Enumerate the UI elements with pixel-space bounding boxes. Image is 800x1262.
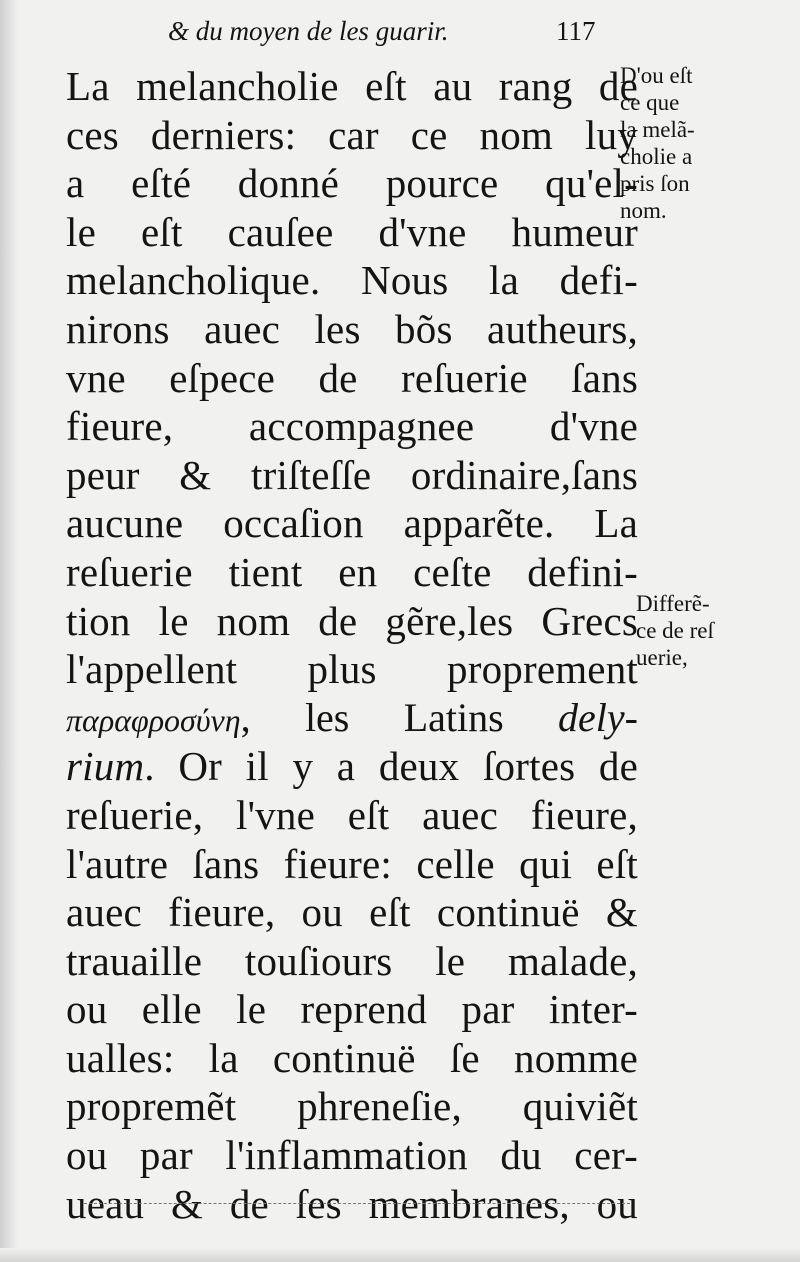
text-line: vne eſpece de reſuerie ſans bbox=[66, 354, 638, 401]
text-line: ueau & de ſes membranes, ou bbox=[66, 1180, 638, 1227]
text-line: reſuerie, l'vne eſt auec fieure, bbox=[66, 791, 638, 838]
page-shadow-bottom bbox=[0, 1248, 800, 1262]
text-line: fieure, accompagnee d'vne bbox=[66, 403, 638, 450]
margin-note-line: nom. bbox=[620, 198, 667, 223]
margin-note-line: la melã- bbox=[620, 117, 695, 142]
text-line: ces derniers: car ce nom luy bbox=[66, 111, 638, 158]
page-header bbox=[0, 12, 800, 52]
latin-word-end: rium bbox=[66, 743, 145, 790]
text-line: aucune occaſion apparẽte. La bbox=[66, 500, 638, 547]
margin-note-line: pris ſon bbox=[620, 171, 690, 196]
latin-word: dely- bbox=[558, 694, 638, 740]
text-line: ou elle le reprend par inter- bbox=[66, 986, 638, 1033]
running-title: & du moyen de les guarir. bbox=[168, 16, 449, 46]
text-line: tion le nom de gẽre,les Grecs bbox=[66, 597, 638, 644]
text-line: reſuerie tient en ceſte defini- bbox=[66, 548, 638, 595]
margin-note-line: ce que bbox=[620, 90, 680, 115]
margin-note-line: cholie a bbox=[620, 144, 693, 169]
text-line-italic bbox=[66, 742, 638, 791]
greek-word: παραφροσύνη bbox=[66, 701, 241, 738]
text-line: propremẽt phreneſie, quiviẽt bbox=[66, 1083, 638, 1130]
margin-note-line: D'ou eſt bbox=[620, 63, 693, 88]
text-line: nirons auec les bõs autheurs, bbox=[66, 305, 638, 352]
text-line: l'autre ſans fieure: celle qui eſt bbox=[66, 840, 638, 887]
greek-line-rest: , les Latins bbox=[240, 694, 504, 740]
margin-note-line: uerie, bbox=[636, 645, 688, 670]
page-number: 117 bbox=[556, 16, 596, 46]
text-line: auec fieure, ou eſt continuë & bbox=[66, 889, 638, 936]
text-line: a eſté donné pource qu'el- bbox=[66, 160, 638, 207]
text-line: peur & triſteſſe ordinaire,ſans bbox=[66, 451, 638, 498]
text-line: ou par l'inflammation du cer- bbox=[66, 1132, 638, 1179]
margin-note bbox=[636, 590, 796, 671]
text-line: La melancholie eſt au rang de bbox=[66, 63, 638, 109]
text-line: l'appellent plus proprement bbox=[66, 646, 638, 693]
body-text bbox=[66, 62, 638, 1228]
margin-note bbox=[620, 62, 796, 224]
text-line: trauaille touſiours le malade, bbox=[66, 937, 638, 984]
margin-note-line: ce de reſ bbox=[636, 618, 714, 643]
text-line: ualles: la continuë ſe nomme bbox=[66, 1034, 638, 1081]
text-line-greek bbox=[66, 694, 638, 743]
margin-note-line: Differẽ- bbox=[636, 591, 710, 616]
text-line: le eſt cauſee d'vne humeur bbox=[66, 208, 638, 255]
text-line: melancholique. Nous la defi- bbox=[66, 257, 638, 304]
catchword-rule bbox=[84, 1203, 630, 1204]
italic-line-rest: . Or il y a deux ſortes de bbox=[144, 743, 638, 790]
page-shadow-left bbox=[0, 0, 18, 1262]
